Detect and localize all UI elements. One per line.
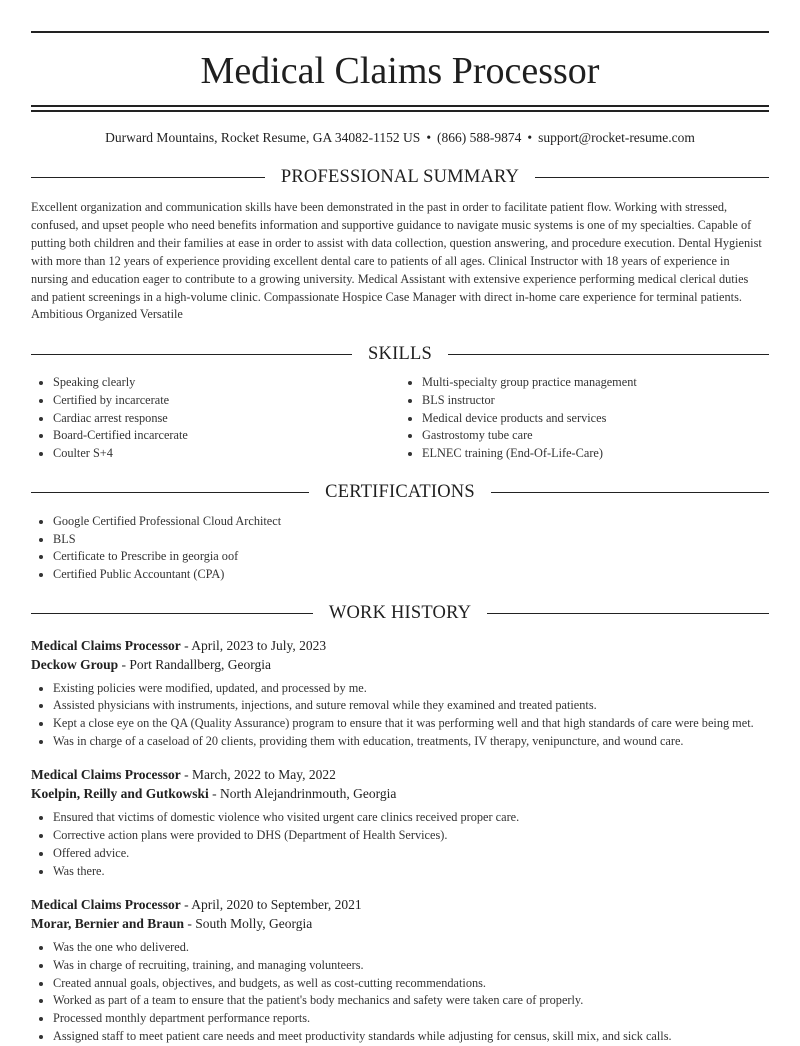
- job-duty: • Offered advice.: [53, 845, 769, 863]
- section-header-certifications: [31, 480, 769, 506]
- job-company: Deckow Group: [31, 656, 119, 672]
- skill-item: • Medical device products and services: [422, 410, 769, 428]
- job-duty: • Assisted physicians with instruments, injections, and suture removal while they examined and treated patients.: [53, 697, 769, 715]
- certifications-list: [31, 513, 769, 584]
- contact-phone: (866) 588-9874: [437, 130, 522, 145]
- job-duty: • Existing policies were modified, updated, and processed by me.: [53, 680, 769, 698]
- job-location: - North Alejandrinmouth, Georgia: [208, 786, 397, 802]
- section-header-skills: [31, 341, 769, 367]
- skill-item: • Board-Certified incarcerate: [53, 427, 400, 445]
- section-title-work-history: WORK HISTORY: [328, 603, 472, 624]
- job-company-line: [31, 784, 769, 803]
- job-location: - South Molly, Georgia: [184, 916, 313, 932]
- job-entry: [31, 636, 769, 751]
- skill-item: • Speaking clearly: [53, 374, 400, 392]
- skill-item: • Cardiac arrest response: [53, 410, 400, 428]
- title-double-divider: [31, 105, 769, 112]
- job-duty: • Was in charge of a caseload of 20 clients, providing them with education, treatments, IV therapy, venipuncture, and wound care.: [53, 733, 769, 751]
- job-duty: • Processed monthly department performance reports.: [53, 1010, 769, 1028]
- resume-title: Medical Claims Processor: [200, 50, 600, 92]
- job-company: Koelpin, Reilly and Gutkowski: [31, 786, 209, 802]
- job-role: Medical Claims Processor: [31, 897, 181, 913]
- contact-address: Durward Mountains, Rocket Resume, GA 34082-1152 US: [105, 130, 421, 145]
- section-title-certifications: CERTIFICATIONS: [325, 482, 475, 503]
- section-rule-right: [487, 613, 769, 614]
- section-title-skills: SKILLS: [368, 343, 432, 364]
- job-role-line: [31, 895, 769, 914]
- job-role: Medical Claims Processor: [31, 767, 181, 783]
- section-rule-right: [448, 354, 769, 355]
- contact-line: [31, 129, 769, 147]
- certification-item: • BLS: [53, 531, 769, 549]
- skills-grid: [31, 374, 769, 463]
- skill-item: • Gastrostomy tube care: [422, 427, 769, 445]
- contact-separator: •: [527, 130, 533, 145]
- resume-page: [31, 0, 769, 1046]
- skills-column-right: [400, 374, 769, 463]
- skill-item: • Multi-specialty group practice management: [422, 374, 769, 392]
- skills-list-right: [400, 374, 769, 463]
- section-rule-right: [535, 177, 769, 178]
- summary-text: Excellent organization and communication skills have been demonstrated in the past in order to facilitate patient flow. Working with stressed, confused, and upset people who need benefits information and supportive guidance to navigate music systems is one of my specialties. Capable of putting both children and their families at ease in order to assist with data collection, question answering, and procedure execution. Dental Hygienist with more than 12 years of experience providing excellent dental care to patients of all ages. Clinical Instructor with 18 years of experience in nursing and education eager to contribute to a growing university. Medical Assistant with extensive experience performing medical clerical duties and patient screenings in a high-volume clinic. Compassionate Hospice Case Manager with direct in-home care experience for terminal patients. Ambitious Organized Versatile: [31, 200, 762, 322]
- job-duties-list: [31, 809, 769, 880]
- job-role-line: [31, 765, 769, 784]
- job-duty: • Was there.: [53, 863, 769, 881]
- certification-item: • Certified Public Accountant (CPA): [53, 566, 769, 584]
- section-rule-left: [31, 354, 352, 355]
- job-duty: • Assigned staff to meet patient care needs and meet productivity standards while adjusting for census, skill mix, and sick calls.: [53, 1028, 769, 1046]
- job-duty: • Ensured that victims of domestic violence who visited urgent care clinics received proper care.: [53, 809, 769, 827]
- job-entry: [31, 765, 769, 880]
- job-location: - Port Randallberg, Georgia: [118, 656, 271, 672]
- job-company-line: [31, 914, 769, 933]
- job-duties-list: [31, 680, 769, 751]
- section-header-work-history: [31, 601, 769, 627]
- job-company-line: [31, 655, 769, 674]
- job-entry: [31, 895, 769, 1045]
- skill-item: • ELNEC training (End-Of-Life-Care): [422, 445, 769, 463]
- certification-item: • Google Certified Professional Cloud Architect: [53, 513, 769, 531]
- section-rule-right: [491, 492, 769, 493]
- section-rule-left: [31, 492, 309, 493]
- section-rule-left: [31, 613, 313, 614]
- skill-item: • Coulter S+4: [53, 445, 400, 463]
- job-duties-list: [31, 939, 769, 1045]
- job-duty: • Was in charge of recruiting, training, and managing volunteers.: [53, 957, 769, 975]
- job-role-line: [31, 636, 769, 655]
- section-header-summary: [31, 164, 769, 190]
- job-dates: - March, 2022 to May, 2022: [180, 767, 336, 783]
- certification-item: • Certificate to Prescribe in georgia oof: [53, 548, 769, 566]
- job-company: Morar, Bernier and Braun: [31, 916, 185, 932]
- skill-item: • BLS instructor: [422, 392, 769, 410]
- contact-email: support@rocket-resume.com: [538, 130, 695, 145]
- job-duty: • Worked as part of a team to ensure that the patient's body mechanics and safety were taken care of properly.: [53, 992, 769, 1010]
- skills-column-left: [31, 374, 400, 463]
- section-title-summary: PROFESSIONAL SUMMARY: [280, 166, 520, 187]
- section-rule-left: [31, 177, 265, 178]
- job-role: Medical Claims Processor: [31, 637, 181, 653]
- job-dates: - April, 2020 to September, 2021: [180, 897, 362, 913]
- top-divider: [31, 31, 769, 33]
- skill-item: • Certified by incarcerate: [53, 392, 400, 410]
- job-duty: • Corrective action plans were provided to DHS (Department of Health Services).: [53, 827, 769, 845]
- skills-list-left: [31, 374, 400, 463]
- job-duty: • Kept a close eye on the QA (Quality Assurance) program to ensure that it was performing well and that high standards of care were being met.: [53, 715, 769, 733]
- job-duty: • Created annual goals, objectives, and budgets, as well as cost-cutting recommendations.: [53, 975, 769, 993]
- contact-separator: •: [426, 130, 432, 145]
- job-dates: - April, 2023 to July, 2023: [180, 637, 327, 653]
- job-duty: • Was the one who delivered.: [53, 939, 769, 957]
